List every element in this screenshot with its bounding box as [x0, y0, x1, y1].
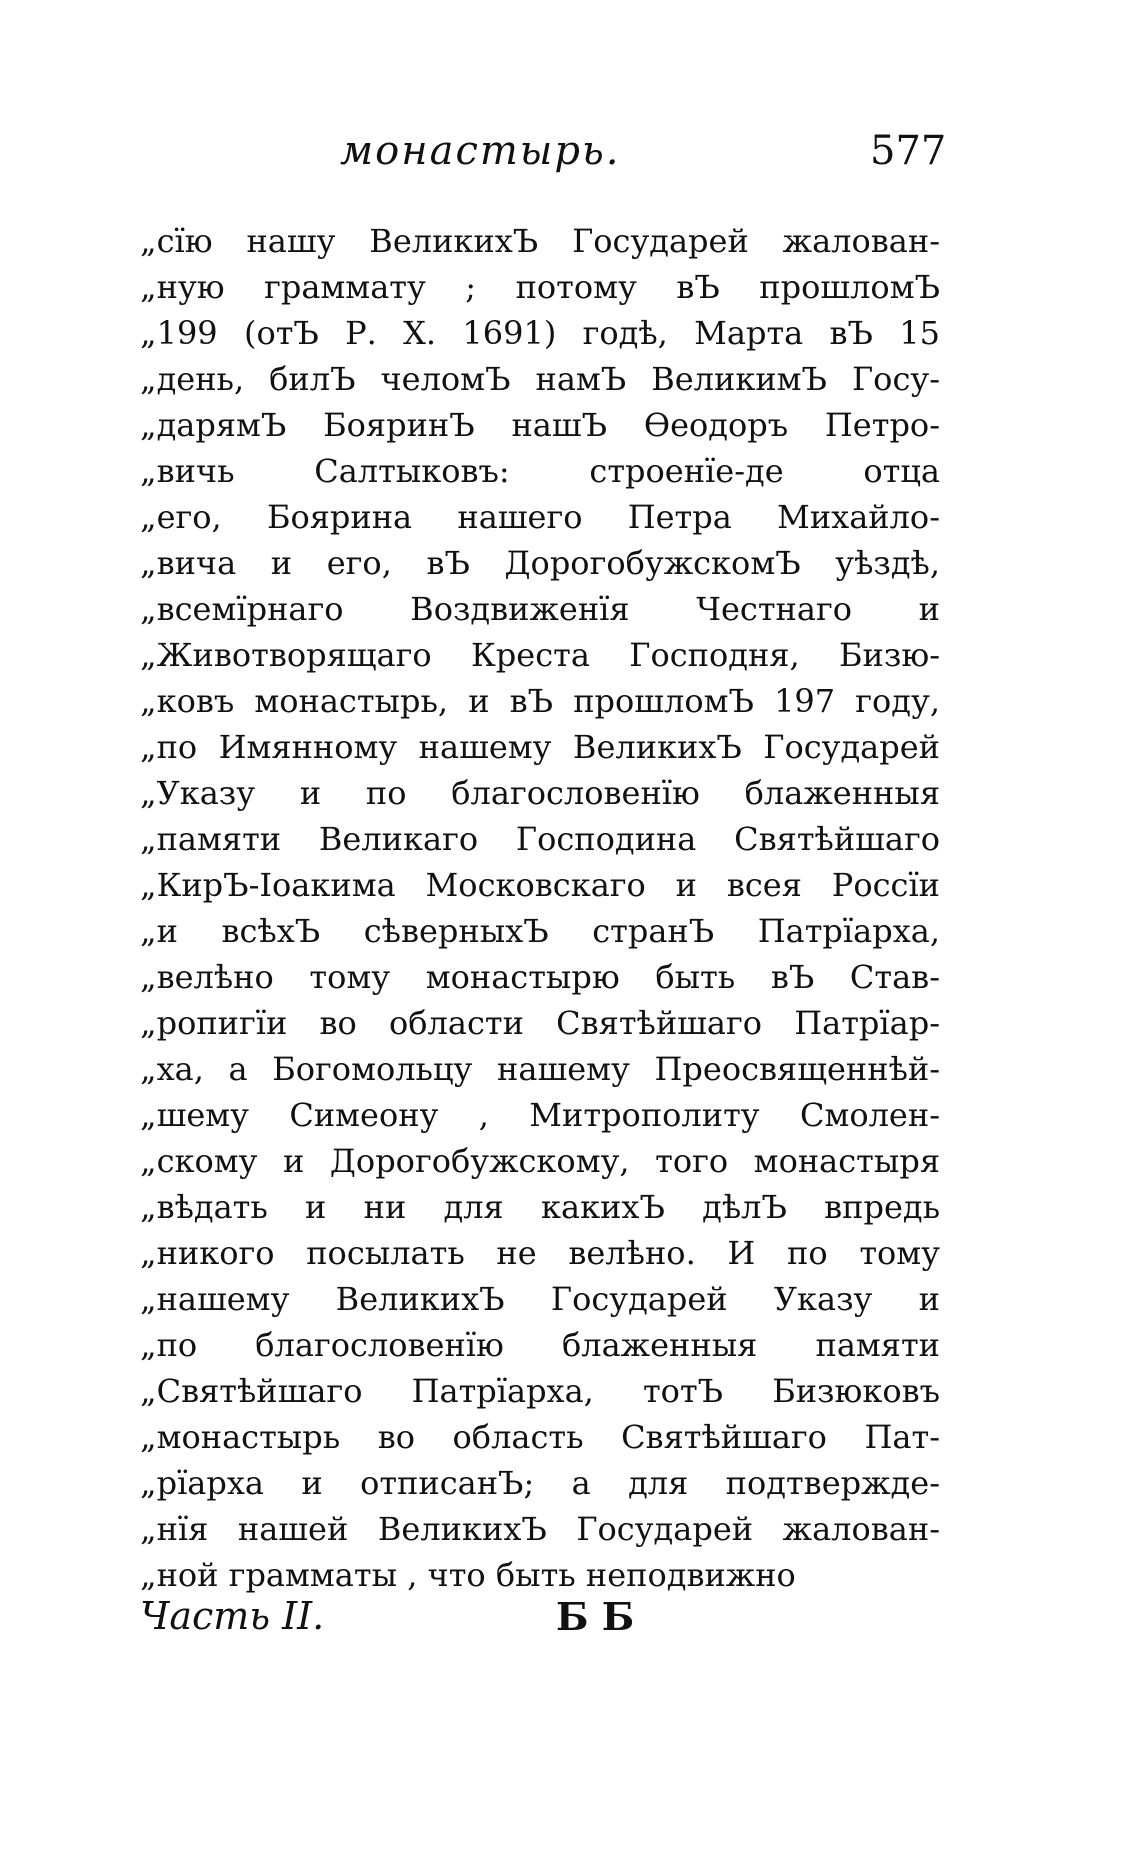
text-line: „и всѣхЪ сѣверныхЪ странЪ Патрїарха,: [140, 912, 940, 950]
text-line: „памяти Великаго Господина Святѣйшаго: [140, 820, 940, 858]
text-line: „его, Боярина нашего Петра Михайло-: [140, 498, 940, 536]
text-line: „вича и его, вЪ ДорогобужскомЪ уѣздѣ,: [140, 544, 940, 582]
text-line: „никого посылать не велѣно. И по тому: [140, 1234, 940, 1272]
text-line: „день, билЪ челомЪ намЪ ВеликимЪ Госу-: [140, 360, 940, 398]
text-line: „ропигїи во области Святѣйшаго Патрїар-: [140, 1004, 940, 1042]
text-line: „ную граммату ; потому вЪ прошломЪ: [140, 268, 940, 306]
text-line: „скому и Дорогобужскому, того монастыря: [140, 1142, 940, 1180]
text-line: „монастырь во область Святѣйшаго Пат-: [140, 1418, 940, 1456]
text-line: „ковъ монастырь, и вЪ прошломЪ 197 году,: [140, 682, 940, 720]
text-line: „вичь Салтыковъ: строенїе-де отца: [140, 452, 940, 490]
text-line: „всемїрнаго Воздвиженїя Честнаго и: [140, 590, 940, 628]
text-line: „рїарха и отписанЪ; а для подтвержде-: [140, 1464, 940, 1502]
text-line: „вѣдать и ни для какихЪ дѣлЪ впредь: [140, 1188, 940, 1226]
text-line: „КирЪ-Іоакима Московскаго и всея Россїи: [140, 866, 940, 904]
text-line: „ха, а Богомольцу нашему Преосвященнѣй-: [140, 1050, 940, 1088]
text-line: „нашему ВеликихЪ Государей Указу и: [140, 1280, 940, 1318]
text-line: „сїю нашу ВеликихЪ Государей жалован-: [140, 222, 940, 260]
running-title: монастырь.: [340, 128, 621, 174]
body-text: [140, 218, 940, 1598]
text-line: „нїя нашей ВеликихЪ Государей жалован-: [140, 1510, 940, 1548]
text-line: „шему Симеону , Митрополиту Смолен-: [140, 1096, 940, 1134]
signature-mark: Б Б: [556, 1594, 635, 1639]
text-line: „ной грамматы , что быть неподвижно: [140, 1556, 796, 1594]
text-line: „по благословенїю блаженныя памяти: [140, 1326, 940, 1364]
text-line: „Животворящаго Креста Господня, Бизю-: [140, 636, 940, 674]
text-line: „199 (отЪ Р. Х. 1691) годѣ, Марта вЪ 15: [140, 314, 940, 352]
page-number: 577: [870, 128, 947, 174]
text-line: „по Имянному нашему ВеликихЪ Государей: [140, 728, 940, 766]
text-line: „велѣно тому монастырю быть вЪ Став-: [140, 958, 940, 996]
text-line: „Святѣйшаго Патрїарха, тотЪ Бизюковъ: [140, 1372, 940, 1410]
text-line: „Указу и по благословенїю блаженныя: [140, 774, 940, 812]
text-line: „дарямЪ БояринЪ нашЪ Ѳеодоръ Петро-: [140, 406, 940, 444]
volume-signature: Часть II.: [140, 1594, 325, 1638]
